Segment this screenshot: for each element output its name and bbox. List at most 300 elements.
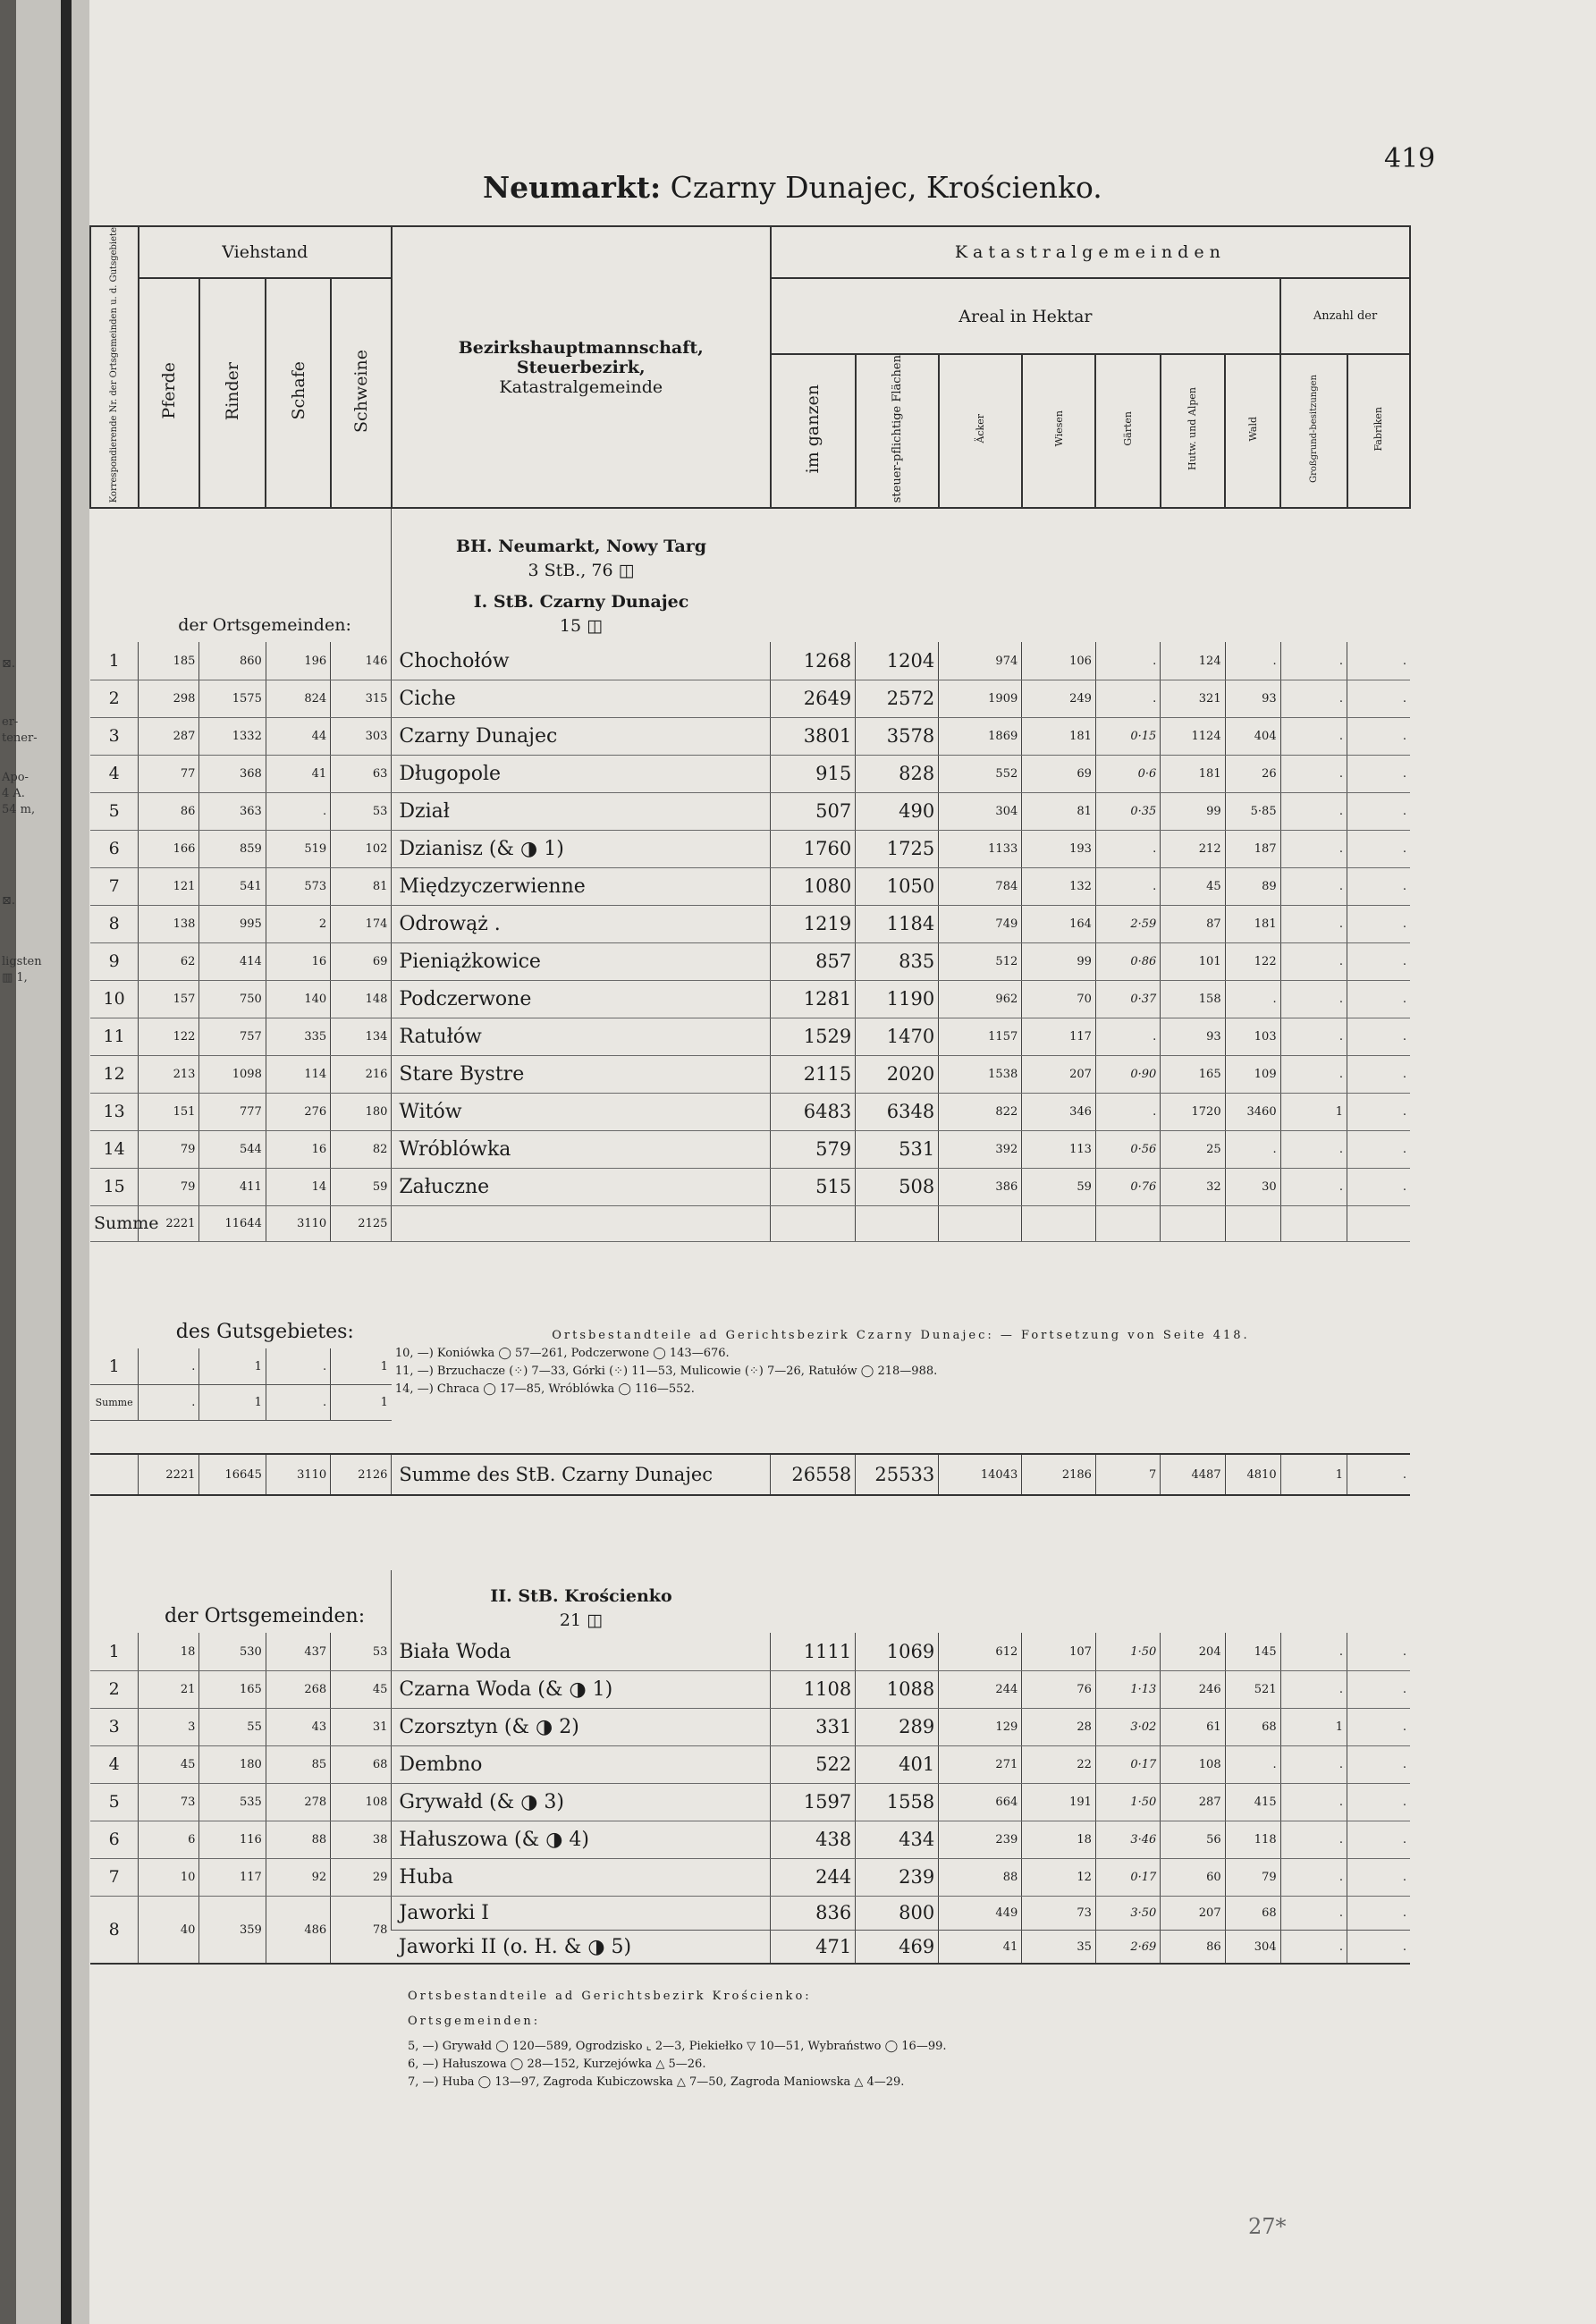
- cell: 321: [1161, 680, 1225, 717]
- cell: 612: [939, 1633, 1022, 1670]
- cell: .: [1095, 867, 1160, 905]
- cell: 13: [90, 1093, 139, 1130]
- cell: [1225, 1205, 1280, 1241]
- cell: 4810: [1225, 1454, 1280, 1495]
- cell: [771, 1205, 856, 1241]
- col-gaerten: Gärten: [1095, 354, 1160, 508]
- cell: 3·50: [1095, 1896, 1160, 1930]
- cell: 437: [266, 1633, 330, 1670]
- cell: 26: [1225, 755, 1280, 792]
- col-fabriken: Fabriken: [1347, 354, 1410, 508]
- gemeinde-row: [90, 1018, 1410, 1055]
- gemeinde-row-jaworki: [90, 1896, 1410, 1930]
- title-bold: Neumarkt:: [483, 170, 662, 205]
- cell: .: [1347, 642, 1410, 680]
- cell: 18: [139, 1633, 199, 1670]
- cell: 414: [199, 942, 266, 980]
- cell: 121: [139, 867, 199, 905]
- cell: 181: [1161, 755, 1225, 792]
- cell: 508: [856, 1168, 939, 1205]
- cell: 45: [139, 1745, 199, 1783]
- krościenko-notes: Ortsbestandteile ad Gerichtsbezirk Krościenko: Ortsgemeinden: 5, —) Grywałd ◯ 120—589, Ogrodzisko ⌞ 2—3, Piekiełko ▽ 10—51, Wybraństwo ◯ 16—99. 6, —) Hałuszowa ◯ 28—152, Kurzejówka △ 5—26. 7, —) Huba ◯ 13—97, Zagroda Kubiczowska △ 7—50, Zagroda Maniowska △ 4—29.: [408, 1990, 947, 2090]
- cell: 6: [139, 1821, 199, 1858]
- cell: 1204: [856, 642, 939, 680]
- cell: Witów: [392, 1093, 771, 1130]
- cell: 3·02: [1095, 1708, 1160, 1745]
- cell: .: [1347, 792, 1410, 830]
- spacer-row: [90, 1495, 1410, 1570]
- cell: .: [1280, 1055, 1347, 1093]
- cell: 828: [856, 755, 939, 792]
- cell: 16: [266, 942, 330, 980]
- cell: 411: [199, 1168, 266, 1205]
- krościenko-notes-row: [90, 1964, 1410, 2116]
- col-schafe: Schafe: [266, 278, 330, 508]
- cell: 521: [1225, 1670, 1280, 1708]
- cell: 14043: [939, 1454, 1022, 1495]
- cell: 507: [771, 792, 856, 830]
- cell: 749: [939, 905, 1022, 942]
- cell: 1725: [856, 830, 939, 867]
- cell: 2649: [771, 680, 856, 717]
- cell: 93: [1161, 1018, 1225, 1055]
- gemeinde-row: [90, 680, 1410, 717]
- cell: 63: [331, 755, 392, 792]
- col-steuerpflichtig: steuer-pflichtige Flächen: [856, 354, 939, 508]
- cell: .: [1347, 1821, 1410, 1858]
- cell: .: [1347, 1896, 1410, 1930]
- cell: 249: [1022, 680, 1096, 717]
- corresp-header: Korrespondierende Nr. der Ortsgemeinden u. d. Gutsgebiete: [90, 226, 139, 508]
- cell: 61: [1161, 1708, 1225, 1745]
- cell: .: [1280, 1018, 1347, 1055]
- cell: 69: [331, 942, 392, 980]
- col-rinder: Rinder: [199, 278, 266, 508]
- gemeinde-row: [90, 1093, 1410, 1130]
- cell: 2126: [331, 1454, 392, 1495]
- cell: .: [1280, 1633, 1347, 1670]
- cell: 81: [331, 867, 392, 905]
- cell: Summe: [90, 1384, 139, 1420]
- cell: 3110: [266, 1454, 330, 1495]
- cell: .: [1280, 830, 1347, 867]
- cell: 1219: [771, 905, 856, 942]
- cell: 157: [139, 980, 199, 1018]
- cell: 449: [939, 1896, 1022, 1930]
- cell: 44: [266, 717, 330, 755]
- cell: 41: [266, 755, 330, 792]
- cell: .: [139, 1348, 199, 1384]
- cell: 204: [1161, 1633, 1225, 1670]
- cell: 28: [1022, 1708, 1096, 1745]
- margin-fragment: ▥ 1,: [2, 971, 28, 985]
- bezirk-header: Bezirkshauptmannschaft, Steuerbezirk, Katastralgemeinde: [392, 226, 771, 508]
- cell: .: [1280, 717, 1347, 755]
- cell: .: [1347, 680, 1410, 717]
- cell: [90, 1454, 139, 1495]
- section1-caption: BH. Neumarkt, Nowy Targ 3 StB., 76 ◫ I. StB. Czarny Dunajec 15 ◫: [392, 508, 771, 642]
- cell: 777: [199, 1093, 266, 1130]
- cell: 106: [1022, 642, 1096, 680]
- cell: 1088: [856, 1670, 939, 1708]
- cell: 14: [266, 1168, 330, 1205]
- cell: Dzianisz (& ◑ 1): [392, 830, 771, 867]
- cell: 35: [1022, 1930, 1096, 1964]
- statistics-table: [89, 225, 1411, 2116]
- cell: 1·13: [1095, 1670, 1160, 1708]
- cell: 1·50: [1095, 1633, 1160, 1670]
- cell: 1760: [771, 830, 856, 867]
- cell: 81: [1022, 792, 1096, 830]
- cell: 5·85: [1225, 792, 1280, 830]
- cell: Jaworki II (o. H. & ◑ 5): [392, 1930, 771, 1964]
- cell: 114: [266, 1055, 330, 1093]
- cell: 2·69: [1095, 1930, 1160, 1964]
- cell: 11: [90, 1018, 139, 1055]
- cell: Biała Woda: [392, 1633, 771, 1670]
- cell: 835: [856, 942, 939, 980]
- cell: 415: [1225, 1783, 1280, 1821]
- cell: .: [1280, 867, 1347, 905]
- cell: .: [266, 792, 330, 830]
- cell: 1558: [856, 1783, 939, 1821]
- cell: 158: [1161, 980, 1225, 1018]
- cell: 522: [771, 1745, 856, 1783]
- col-im-ganzen: im ganzen: [771, 354, 856, 508]
- margin-fragment: ligsten: [2, 955, 42, 968]
- cell: 1869: [939, 717, 1022, 755]
- cell: 3: [139, 1708, 199, 1745]
- cell: 196: [266, 642, 330, 680]
- section1-head: [90, 508, 1410, 642]
- cell: .: [1280, 1745, 1347, 1783]
- cell: .: [1347, 1670, 1410, 1708]
- margin-fragment: ⊠.: [2, 894, 16, 908]
- cell: .: [1347, 1018, 1410, 1055]
- cell: Chochołów: [392, 642, 771, 680]
- cell: 31: [331, 1708, 392, 1745]
- cell: [939, 1205, 1022, 1241]
- cell: 515: [771, 1168, 856, 1205]
- cell: 68: [331, 1745, 392, 1783]
- gemeinde-row: [90, 717, 1410, 755]
- cell: .: [1280, 1930, 1347, 1964]
- cell: 335: [266, 1018, 330, 1055]
- cell: 14: [90, 1130, 139, 1168]
- cell: 134: [331, 1018, 392, 1055]
- cell: 59: [331, 1168, 392, 1205]
- cell: 784: [939, 867, 1022, 905]
- cell: 117: [199, 1858, 266, 1896]
- cell: 2125: [331, 1205, 392, 1241]
- cell: [1022, 1205, 1096, 1241]
- cell: 69: [1022, 755, 1096, 792]
- cell: 276: [266, 1093, 330, 1130]
- cell: Ratułów: [392, 1018, 771, 1055]
- cell: .: [266, 1348, 330, 1384]
- cell: Summe des StB. Czarny Dunajec: [392, 1454, 771, 1495]
- cell: 1268: [771, 642, 856, 680]
- cell: Jaworki I: [392, 1896, 771, 1930]
- cell: 55: [199, 1708, 266, 1745]
- cell: 16645: [199, 1454, 266, 1495]
- cell: 303: [331, 717, 392, 755]
- cell: 62: [139, 942, 199, 980]
- cell: .: [1280, 792, 1347, 830]
- cell: .: [1347, 1093, 1410, 1130]
- cell: 0·6: [1095, 755, 1160, 792]
- cell: .: [1347, 830, 1410, 867]
- cell: 45: [1161, 867, 1225, 905]
- cell: 73: [139, 1783, 199, 1821]
- cell: 304: [1225, 1930, 1280, 1964]
- cell: 386: [939, 1168, 1022, 1205]
- cell: 859: [199, 830, 266, 867]
- cell: 212: [1161, 830, 1225, 867]
- cell: 1720: [1161, 1093, 1225, 1130]
- cell: 79: [139, 1130, 199, 1168]
- cell: .: [1347, 1783, 1410, 1821]
- cell: 116: [199, 1821, 266, 1858]
- cell: 216: [331, 1055, 392, 1093]
- cell: Podczerwone: [392, 980, 771, 1018]
- cell: [1095, 1205, 1160, 1241]
- cell: Wróblówka: [392, 1130, 771, 1168]
- cell: .: [1280, 1896, 1347, 1930]
- cell: .: [139, 1384, 199, 1420]
- cell: 68: [1225, 1896, 1280, 1930]
- cell: 87: [1161, 905, 1225, 942]
- gemeinde-row: [90, 642, 1410, 680]
- cell: 26558: [771, 1454, 856, 1495]
- cell: 544: [199, 1130, 266, 1168]
- cell: 278: [266, 1783, 330, 1821]
- cell: 151: [139, 1093, 199, 1130]
- cell: 8: [90, 905, 139, 942]
- cell: Odrowąż .: [392, 905, 771, 942]
- cell: 187: [1225, 830, 1280, 867]
- cell: 1909: [939, 680, 1022, 717]
- cell: .: [1347, 1745, 1410, 1783]
- cell: 246: [1161, 1670, 1225, 1708]
- cell: .: [1347, 1930, 1410, 1964]
- cell: .: [1095, 642, 1160, 680]
- cell: 1: [1280, 1454, 1347, 1495]
- spacer-row: [90, 1420, 1410, 1454]
- cell: 2221: [139, 1454, 199, 1495]
- cell: 53: [331, 1633, 392, 1670]
- gemeinde-row: [90, 830, 1410, 867]
- cell: 181: [1225, 905, 1280, 942]
- cell: 12: [1022, 1858, 1096, 1896]
- cell: 174: [331, 905, 392, 942]
- cell: 1124: [1161, 717, 1225, 755]
- cell: 471: [771, 1930, 856, 1964]
- cell: 0·35: [1095, 792, 1160, 830]
- cell: 2020: [856, 1055, 939, 1093]
- cell: [1161, 1205, 1225, 1241]
- cell: .: [1347, 1858, 1410, 1896]
- cell: 117: [1022, 1018, 1096, 1055]
- cell: .: [1280, 1858, 1347, 1896]
- gemeinde-row: [90, 1670, 1410, 1708]
- cell: .: [1280, 1821, 1347, 1858]
- cell: 15: [90, 1168, 139, 1205]
- cell: 1: [90, 1633, 139, 1670]
- cell: 346: [1022, 1093, 1096, 1130]
- cell: .: [1347, 867, 1410, 905]
- cell: 1080: [771, 867, 856, 905]
- cell: 99: [1161, 792, 1225, 830]
- cell: 1108: [771, 1670, 856, 1708]
- cell: 368: [199, 755, 266, 792]
- cell: 77: [139, 755, 199, 792]
- cell: Czorsztyn (& ◑ 2): [392, 1708, 771, 1745]
- cell: 193: [1022, 830, 1096, 867]
- cell: 7: [90, 1858, 139, 1896]
- cell: 148: [331, 980, 392, 1018]
- cell: 1529: [771, 1018, 856, 1055]
- cell: 93: [1225, 680, 1280, 717]
- cell: 512: [939, 942, 1022, 980]
- cell: 180: [331, 1093, 392, 1130]
- gemeinde-row: [90, 905, 1410, 942]
- cell: 438: [771, 1821, 856, 1858]
- cell: .: [1280, 642, 1347, 680]
- cell: [1280, 1205, 1347, 1241]
- cell: 122: [139, 1018, 199, 1055]
- margin-fragment: 54 m,: [2, 803, 36, 816]
- cell: 1133: [939, 830, 1022, 867]
- cell: 21: [139, 1670, 199, 1708]
- viehstand-header: Viehstand: [139, 226, 392, 278]
- cell: 0·56: [1095, 1130, 1160, 1168]
- cell: 1: [90, 642, 139, 680]
- col-hutweiden: Hutw. und Alpen: [1161, 354, 1225, 508]
- cell: .: [1347, 942, 1410, 980]
- cell: 122: [1225, 942, 1280, 980]
- cell: 404: [1225, 717, 1280, 755]
- cell: 4: [90, 755, 139, 792]
- anzahl-header: Anzahl der: [1280, 278, 1410, 354]
- cell: 664: [939, 1783, 1022, 1821]
- cell: 244: [939, 1670, 1022, 1708]
- table-body: [90, 508, 1410, 2116]
- cell: 995: [199, 905, 266, 942]
- cell: 78: [331, 1896, 392, 1964]
- cell: 18: [1022, 1821, 1096, 1858]
- cell: 331: [771, 1708, 856, 1745]
- cell: 145: [1225, 1633, 1280, 1670]
- cell: 101: [1161, 942, 1225, 980]
- cell: 22: [1022, 1745, 1096, 1783]
- cell: 3460: [1225, 1093, 1280, 1130]
- cell: 5: [90, 1783, 139, 1821]
- cell: 1157: [939, 1018, 1022, 1055]
- cell: 124: [1161, 642, 1225, 680]
- cell: 86: [139, 792, 199, 830]
- cell: 239: [939, 1821, 1022, 1858]
- gemeinde-row: [90, 1633, 1410, 1670]
- gemeinde-row: [90, 1821, 1410, 1858]
- cell: .: [1095, 1018, 1160, 1055]
- cell: 2: [266, 905, 330, 942]
- cell: .: [1095, 1093, 1160, 1130]
- col-wald: Wald: [1225, 354, 1280, 508]
- cell: 573: [266, 867, 330, 905]
- cell: .: [1225, 1745, 1280, 1783]
- cell: 298: [139, 680, 199, 717]
- cell: 392: [939, 1130, 1022, 1168]
- cell: 2: [90, 1670, 139, 1708]
- cell: 12: [90, 1055, 139, 1093]
- cell: 1: [1280, 1708, 1347, 1745]
- cell: 88: [939, 1858, 1022, 1896]
- section2-head: der Ortsgemeinden: II. StB. Krościenko 21 ◫: [90, 1570, 1410, 1633]
- cell: 6: [90, 1821, 139, 1858]
- cell: 0·15: [1095, 717, 1160, 755]
- cell: 0·37: [1095, 980, 1160, 1018]
- cell: Grywałd (& ◑ 3): [392, 1783, 771, 1821]
- cell: 486: [266, 1896, 330, 1964]
- cell: 857: [771, 942, 856, 980]
- gemeinde-row: [90, 942, 1410, 980]
- cell: .: [1347, 1633, 1410, 1670]
- cell: 213: [139, 1055, 199, 1093]
- cell: 108: [331, 1783, 392, 1821]
- cell: 3: [90, 717, 139, 755]
- cell: 11644: [199, 1205, 266, 1241]
- gemeinde-row: [90, 1783, 1410, 1821]
- gemeinde-row: [90, 1708, 1410, 1745]
- cell: 0·76: [1095, 1168, 1160, 1205]
- cell: 1098: [199, 1055, 266, 1093]
- cell: 1538: [939, 1055, 1022, 1093]
- cell: 541: [199, 867, 266, 905]
- margin-fragment: er-: [2, 715, 19, 729]
- cell: 113: [1022, 1130, 1096, 1168]
- cell: Pieniążkowice: [392, 942, 771, 980]
- cell: 1597: [771, 1783, 856, 1821]
- cell: 82: [331, 1130, 392, 1168]
- cell: 146: [331, 642, 392, 680]
- footer-mark: 27*: [1248, 2214, 1287, 2239]
- cell: Dział: [392, 792, 771, 830]
- areal-header: Areal in Hektar: [771, 278, 1280, 354]
- cell: Huba: [392, 1858, 771, 1896]
- gemeinde-row: [90, 1858, 1410, 1896]
- cell: 6: [90, 830, 139, 867]
- cell: 16: [266, 1130, 330, 1168]
- total-stb1-row: [90, 1454, 1410, 1495]
- cell: 10: [90, 980, 139, 1018]
- gemeinde-row: [90, 755, 1410, 792]
- cell: 271: [939, 1745, 1022, 1783]
- cell: 530: [199, 1633, 266, 1670]
- cell: 25533: [856, 1454, 939, 1495]
- cell: .: [1347, 717, 1410, 755]
- page-number: 419: [1384, 143, 1436, 174]
- cell: .: [1225, 980, 1280, 1018]
- cell: 2: [90, 680, 139, 717]
- cell: 579: [771, 1130, 856, 1168]
- cell: 25: [1161, 1130, 1225, 1168]
- cell: 3·46: [1095, 1821, 1160, 1858]
- cell: [392, 1205, 771, 1241]
- cell: .: [1225, 1130, 1280, 1168]
- cell: 1: [331, 1384, 392, 1420]
- cell: Długopole: [392, 755, 771, 792]
